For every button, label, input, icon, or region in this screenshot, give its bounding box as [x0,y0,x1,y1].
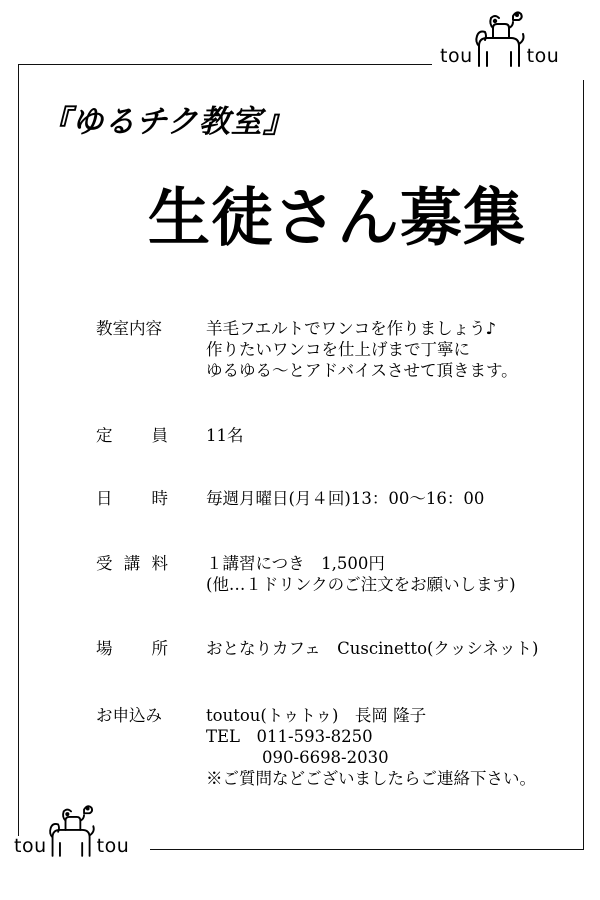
label-char: 講 [123,554,141,573]
toutou-logo-top [440,6,559,68]
label-char: 日 [96,489,113,508]
row-label [96,425,168,446]
row-value [206,638,538,659]
row-label: お申込み [96,706,162,725]
logo-text-right: tou [96,835,130,857]
page-title: 生徒さん募集 [148,180,527,255]
logo-text-right: tou [526,45,560,67]
toutou-logo-bottom [14,800,129,858]
row-label [96,553,168,574]
value-line: 羊毛フエルトでワンコを作りましょう♪ [206,319,497,338]
row-value [206,488,484,509]
label-char: 時 [151,489,168,508]
label-char: 料 [151,554,168,573]
dogs-logo-icon [473,6,527,68]
value-line: ゆるゆる～とアドバイスさせて頂きます。 [206,361,518,380]
value-line: 作りたいワンコを仕上げまで丁寧に [206,340,470,359]
logo-text-left: tou [440,45,473,67]
value-line: (他…１ドリンクのご注文をお願いします) [206,575,516,594]
row-label [96,488,168,509]
value-line: toutou(トゥトゥ) 長岡 隆子 [206,706,427,725]
row-value [206,705,536,789]
value-line: おとなりカフェ Cuscinetto(クッシネット) [206,639,539,658]
dogs-logo-icon [47,800,97,858]
row-value [206,553,516,595]
logo-text-left: tou [14,835,47,857]
label-char: 員 [151,426,168,445]
row-label: 教室内容 [96,319,162,338]
row-label [96,638,168,659]
classroom-name: 『ゆるチク教室』 [40,104,295,140]
value-line: 毎週月曜日(月４回)13：00～16：00 [206,489,485,508]
phone-line: TEL 011-593-8250 [206,727,373,746]
row-value [206,318,518,381]
label-char: 場 [96,639,113,658]
label-char: 受 [96,554,113,573]
value-line: １講習につき 1,500円 [206,554,385,573]
mobile-line: 090-6698-2030 [262,748,389,767]
label-char: 定 [96,426,113,445]
row-value [206,425,244,446]
label-char: 所 [151,639,168,658]
value-line: 11名 [206,426,244,445]
note-line: ※ご質問などございましたらご連絡下さい。 [206,769,536,788]
